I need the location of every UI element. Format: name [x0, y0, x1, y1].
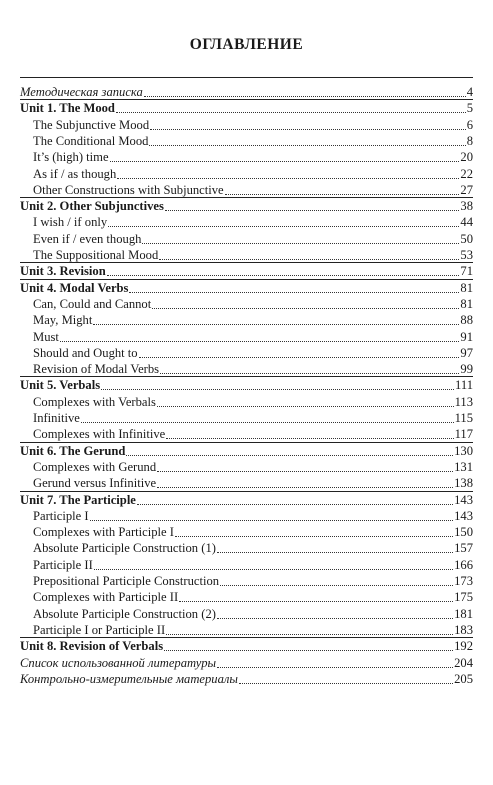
toc-entry-label: Complexes with Participle II [33, 590, 179, 605]
toc-entry[interactable] [20, 459, 473, 475]
toc-entry[interactable] [20, 133, 473, 149]
toc-entry[interactable] [20, 166, 473, 182]
toc-entry[interactable] [20, 231, 473, 247]
toc-entry-label: Unit 4. Modal Verbs [20, 280, 129, 295]
dot-leader [150, 129, 466, 130]
dot-leader [129, 292, 459, 293]
toc-page-number: 20 [460, 150, 473, 165]
toc-unit-entry[interactable] [20, 198, 473, 214]
toc-page-number: 6 [466, 117, 473, 132]
toc-entry[interactable] [20, 394, 473, 410]
toc-entry[interactable] [20, 214, 473, 230]
toc-entry-label: Unit 6. The Gerund [20, 443, 126, 458]
toc-entry-label: Методическая записка [20, 85, 143, 99]
toc-entry[interactable] [20, 589, 473, 605]
toc-page-number: 113 [454, 394, 473, 409]
toc-entry-label: Список использованной литературы [20, 655, 217, 670]
dot-leader [117, 178, 459, 179]
toc-entry[interactable] [20, 329, 473, 345]
dot-leader [60, 341, 460, 342]
toc-page-number: 173 [454, 574, 473, 588]
toc-page-number: 8 [466, 133, 473, 148]
dot-leader [152, 308, 459, 309]
toc-entry[interactable] [20, 540, 473, 556]
toc-page-number: 111 [455, 378, 473, 393]
toc-page-number: 138 [454, 476, 473, 491]
toc-page-number: 27 [460, 182, 473, 197]
toc-entry[interactable] [20, 117, 473, 133]
toc-entry[interactable] [20, 312, 473, 328]
toc-page-number: 53 [460, 248, 473, 262]
toc-entry-label: Prepositional Participle Construction [33, 574, 220, 588]
toc-unit-entry[interactable] [20, 263, 473, 279]
toc-entry-label: As if / as though [33, 166, 117, 181]
toc-entry-label: The Suppositional Mood [33, 248, 159, 262]
toc-unit-entry[interactable] [20, 638, 473, 654]
toc-entry-label: Complexes with Gerund [33, 459, 157, 474]
toc-page-number: 166 [454, 557, 473, 572]
toc-entry-label: Unit 2. Other Subjunctives [20, 199, 164, 214]
toc-entry-label: The Conditional Mood [33, 133, 149, 148]
toc-entry-label: Participle I [33, 508, 89, 523]
toc-page-number: 150 [454, 525, 473, 540]
dot-leader [157, 471, 453, 472]
toc-entry[interactable] [20, 182, 473, 198]
dot-leader [149, 145, 465, 146]
toc-entry[interactable] [20, 655, 473, 671]
toc-page-number: 4 [466, 85, 473, 99]
toc-entry-label: Can, Could and Cannot [33, 296, 152, 311]
toc-page-number: 38 [460, 199, 473, 214]
toc-entry-label: Complexes with Infinitive [33, 427, 166, 442]
dot-leader [239, 683, 453, 684]
toc-page-number: 22 [460, 166, 473, 181]
dot-leader [157, 406, 454, 407]
page-title: ОГЛАВЛЕНИЕ [189, 36, 304, 53]
toc-entry-label: Complexes with Verbals [33, 394, 156, 409]
dot-leader [116, 112, 466, 113]
toc-entry-label: Other Constructions with Subjunctive [33, 182, 224, 197]
toc-entry-label: It’s (high) time [33, 150, 109, 165]
toc-entry[interactable] [20, 410, 473, 426]
toc-entry-label: Unit 8. Revision of Verbals [20, 639, 164, 654]
toc-entry[interactable] [20, 622, 473, 638]
toc-page-number: 5 [466, 101, 473, 116]
toc-page-number: 50 [460, 231, 473, 246]
toc-page-number: 115 [454, 411, 473, 425]
toc-unit-entry[interactable] [20, 443, 473, 459]
toc-page-number: 175 [454, 590, 473, 605]
toc-entry-label: Unit 5. Verbals [20, 378, 101, 393]
dot-leader [81, 422, 454, 423]
toc-page-number: 99 [460, 362, 473, 377]
toc-entry[interactable] [20, 557, 473, 573]
toc-entry[interactable] [20, 508, 473, 524]
toc-entry[interactable] [20, 573, 473, 589]
dot-leader [166, 438, 453, 439]
toc-entry-label: Gerund versus Infinitive [33, 476, 157, 491]
dot-leader [142, 243, 459, 244]
toc-page-number: 88 [460, 313, 473, 328]
toc-entry-label: Absolute Participle Construction (1) [33, 541, 216, 556]
dot-leader [166, 634, 453, 635]
top-rule [20, 77, 473, 78]
toc-entry-label: Must [33, 329, 59, 344]
toc-page-number: 44 [460, 215, 473, 230]
toc-page-number: 157 [454, 541, 473, 556]
dot-leader [110, 161, 460, 162]
toc-page-number: 91 [460, 329, 473, 344]
dot-leader [101, 389, 454, 390]
toc-entry-label: Unit 7. The Participle [20, 492, 136, 507]
dot-leader [217, 618, 453, 619]
toc-entry[interactable] [20, 671, 473, 687]
toc-entry-label: Absolute Participle Construction (2) [33, 606, 216, 621]
toc-entry-label: Контрольно-измерительные материалы [20, 671, 238, 686]
toc-entry[interactable] [20, 524, 473, 540]
toc-page-number: 204 [454, 655, 473, 670]
toc-entry-label: Participle II [33, 557, 93, 572]
toc-unit-entry[interactable] [20, 492, 473, 508]
toc-entry-label: Infinitive [33, 411, 80, 425]
toc-entry-label: May, Might [33, 313, 93, 328]
toc-entry[interactable] [20, 475, 473, 491]
toc-page-number: 130 [454, 443, 473, 458]
dot-leader [157, 487, 453, 488]
dot-leader [160, 373, 459, 374]
toc-page-number: 143 [454, 508, 473, 523]
toc-page-number: 143 [454, 492, 473, 507]
dot-leader [217, 552, 453, 553]
toc-page-number: 71 [460, 264, 473, 279]
toc-entry-label: Should and Ought to [33, 345, 138, 360]
toc-page-number: 117 [454, 427, 473, 442]
dot-leader [175, 536, 453, 537]
toc-entry[interactable] [20, 361, 473, 377]
toc-entry[interactable] [20, 345, 473, 361]
dot-leader [108, 226, 459, 227]
toc-unit-entry[interactable] [20, 100, 473, 116]
dot-leader [179, 601, 453, 602]
dot-leader [137, 504, 453, 505]
toc-entry-label: Revision of Modal Verbs [33, 362, 160, 377]
toc-entry-label: I wish / if only [33, 215, 108, 230]
dot-leader [220, 585, 453, 586]
toc-page-number: 81 [460, 296, 473, 311]
dot-leader [107, 275, 460, 276]
dot-leader [159, 259, 459, 260]
toc-page-number: 183 [454, 622, 473, 637]
toc-entry-label: Unit 3. Revision [20, 264, 106, 279]
dot-leader [93, 324, 459, 325]
toc-page-number: 205 [454, 671, 473, 686]
toc-entry[interactable] [20, 149, 473, 165]
toc-entry[interactable] [20, 247, 473, 263]
toc-entry[interactable] [20, 296, 473, 312]
dot-leader [126, 455, 453, 456]
toc-page-number: 192 [454, 639, 473, 654]
toc-unit-entry[interactable] [20, 280, 473, 296]
toc-entry-label: Even if / even though [33, 231, 142, 246]
dot-leader [165, 210, 459, 211]
dot-leader [94, 569, 453, 570]
toc-entry[interactable] [20, 84, 473, 100]
toc-entry[interactable] [20, 606, 473, 622]
toc-page-number: 181 [454, 606, 473, 621]
toc-entry[interactable] [20, 426, 473, 442]
toc-entry-label: Participle I or Participle II [33, 622, 166, 637]
toc-page-number: 81 [460, 280, 473, 295]
toc-entry-label: Complexes with Participle I [33, 525, 174, 540]
dot-leader [139, 357, 460, 358]
toc-page-number: 131 [454, 459, 473, 474]
dot-leader [144, 96, 466, 97]
toc-unit-entry[interactable] [20, 377, 473, 393]
dot-leader [217, 667, 453, 668]
dot-leader [90, 520, 454, 521]
toc-entry-label: The Subjunctive Mood [33, 117, 150, 132]
dot-leader [164, 650, 453, 651]
toc-entry-label: Unit 1. The Mood [20, 101, 115, 116]
dot-leader [225, 194, 460, 195]
toc-page-number: 97 [460, 345, 473, 360]
